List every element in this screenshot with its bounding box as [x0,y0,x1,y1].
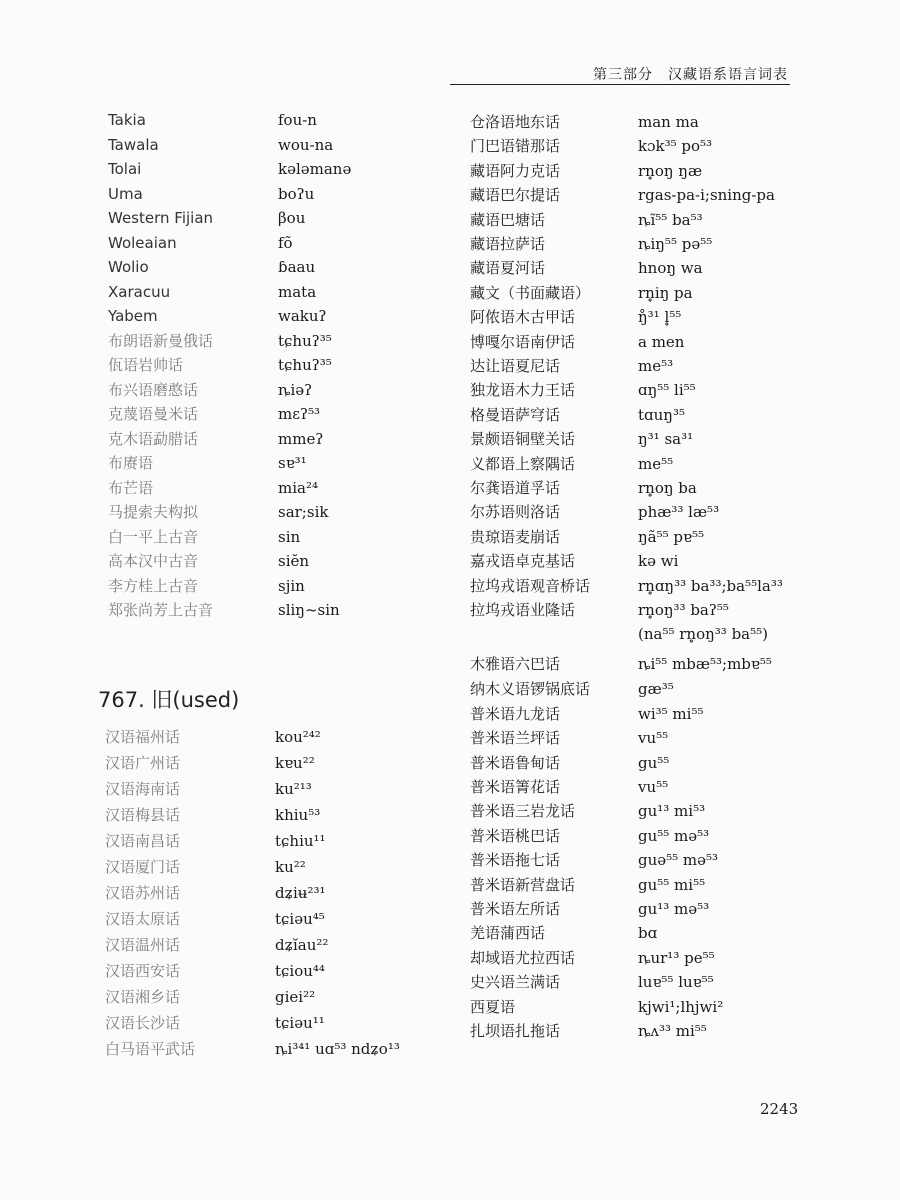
word-form: kə wi [638,552,679,571]
word-form: ȵiəʔ [278,380,313,399]
word-form: me⁵³ [638,357,674,375]
word-form: gæ³⁵ [638,680,674,699]
word-form: ȵʌ³³ mi⁵⁵ [638,1022,707,1040]
word-form: wou-na [278,135,334,154]
language-name: Woleaian [108,233,177,252]
language-name: 汉语梅县话 [105,806,181,824]
word-form: tɕhiu¹¹ [275,832,326,850]
word-form: gu¹³ mə⁵³ [638,900,710,918]
language-name: 格曼语萨穹话 [470,405,561,424]
language-name: 普米语左所话 [470,900,561,918]
language-name: 藏语巴尔提话 [470,186,561,205]
word-form: ŋã⁵⁵ pɐ⁵⁵ [638,527,704,546]
language-name: 藏语拉萨话 [470,235,546,253]
language-name: 汉语厦门话 [105,858,181,876]
language-name: 贵琼语麦崩话 [470,527,561,546]
language-name: 门巴语错那话 [470,137,561,156]
language-name: 博嘎尔语南伊话 [470,332,576,351]
language-name: 布兴语磨憨话 [108,380,199,399]
language-name: Takia [108,111,146,129]
language-name: 羌语蒲西话 [470,924,546,943]
word-form: giei²² [275,988,316,1006]
word-form: guə⁵⁵ mə⁵³ [638,851,719,870]
word-form: tɕiou⁴⁴ [275,962,325,980]
word-form: tɕiəu¹¹ [275,1014,325,1032]
word-form: ɑŋ⁵⁵ li⁵⁵ [638,381,696,400]
word-form: hnoŋ wa [638,259,703,278]
word-form: me⁵⁵ [638,454,674,473]
language-name: Uma [108,184,143,203]
language-name: 汉语海南话 [105,780,181,798]
running-header [450,62,790,85]
language-name: 汉语苏州话 [105,884,181,902]
word-form: tɑuŋ³⁵ [638,405,685,424]
section-heading: 767. 旧(used) [98,688,240,712]
word-form: (na⁵⁵ rn̥oŋ³³ ba⁵⁵) [638,625,768,644]
language-name: 克蔑语曼米话 [108,405,199,423]
language-name: 藏语阿力克话 [470,161,561,180]
word-form: mia²⁴ [278,478,318,497]
word-form: ku²¹³ [275,780,312,798]
word-form: rn̥iŋ pa [638,283,693,302]
word-form: wi³⁵ mi⁵⁵ [638,704,704,723]
language-name: 普米语鲁甸话 [470,753,561,772]
language-name: 汉语南昌话 [105,832,181,850]
word-form: dʑiʉ²³¹ [275,884,326,902]
language-name: 布芒语 [108,478,154,497]
language-name: 仓洛语地东话 [470,113,561,131]
language-name: 普米语桃巴话 [470,826,561,845]
word-form: rn̥oŋ ŋæ [638,161,703,180]
word-form: phæ³³ læ⁵³ [638,503,720,522]
language-name: 扎坝语扎拖话 [470,1022,561,1040]
word-form: ȵĩ⁵⁵ ba⁵³ [638,210,703,229]
word-form: sjin [278,576,305,595]
word-form: khiu⁵³ [275,806,321,824]
language-name: 纳木义语锣锅底话 [470,680,591,699]
language-name: 藏语巴塘话 [470,210,546,229]
word-form: ku²² [275,858,306,876]
language-name: 佤语岩帅话 [108,356,184,374]
language-name: 拉坞戎语观音桥话 [470,576,591,595]
word-form: vu⁵⁵ [638,778,669,796]
language-name: 史兴语兰满话 [470,973,561,992]
language-name: 普米语拖七话 [470,851,561,870]
word-form: ȵiŋ⁵⁵ pə⁵⁵ [638,235,713,253]
word-form: kjwi¹;lhjwi² [638,997,724,1016]
language-name: Xaracuu [108,282,171,301]
language-name: Tolai [108,160,142,178]
language-name: 藏语夏河话 [470,259,546,278]
word-form: sɐ³¹ [278,454,307,472]
word-form: tɕiəu⁴⁵ [275,910,325,928]
header-title: 第三部分 汉藏语系语言词表 [593,67,788,83]
word-form: kɐu²² [275,754,315,772]
word-form: bɑ [638,924,658,943]
language-name: 义都语上察隅话 [470,454,576,473]
word-form: gu⁵⁵ mə⁵³ [638,826,710,845]
language-name: 汉语长沙话 [105,1014,181,1032]
language-name: 李方桂上古音 [108,576,199,595]
word-form: rgas-pa-i;sning-pa [638,186,775,205]
language-name: 白马语平武话 [105,1040,196,1058]
word-form: mata [278,282,317,301]
word-form: fou-n [278,111,317,129]
word-form: a men [638,332,685,351]
word-form: man ma [638,113,699,131]
language-name: 布赓语 [108,454,154,472]
word-form: rn̥ɑŋ³³ ba³³;ba⁵⁵la³³ [638,576,783,595]
language-name: 嘉戎语卓克基话 [470,552,576,571]
word-form: sin [278,527,301,546]
word-form: boʔu [278,184,315,203]
word-form: ŋ³¹ sa³¹ [638,430,694,449]
language-name: 却域语尤拉西话 [470,948,576,967]
language-name: 拉坞戎语业隆话 [470,601,576,619]
word-form: βou [278,209,306,227]
word-form: ȵur¹³ pe⁵⁵ [638,948,715,967]
word-form: ȵi⁵⁵ mbæ⁵³;mbɐ⁵⁵ [638,654,772,673]
language-name: 普米语三岩龙话 [470,802,576,821]
word-form: mɛʔ⁵³ [278,405,321,423]
word-form: luɐ⁵⁵ luɐ⁵⁵ [638,973,714,992]
language-name: 普米语新营盘话 [470,875,576,894]
language-name: 西夏语 [470,997,516,1016]
language-name: 阿侬语木古甲话 [470,308,576,327]
language-name: 马提索夫构拟 [108,503,199,521]
page-number: 2243 [760,1100,799,1118]
language-name: 达让语夏尼话 [470,357,561,375]
language-name: Wolio [108,258,149,276]
word-form: vu⁵⁵ [638,729,669,748]
language-name: 普米语箐花话 [470,778,561,796]
word-form: ŋ̊³¹ l̥⁵⁵ [638,308,682,327]
language-name: 汉语福州话 [105,728,181,746]
language-name: Yabem [108,307,158,325]
word-form: tɕhuʔ³⁵ [278,356,332,374]
language-name: 普米语九龙话 [470,704,561,723]
language-name: 白一平上古音 [108,527,199,546]
word-form: kələmanə [278,160,352,178]
word-form: gu⁵⁵ [638,753,670,772]
word-form: kou²⁴² [275,728,321,746]
word-form: dʑĭau²² [275,936,329,954]
language-name: Tawala [108,135,159,154]
language-name: 木雅语六巴话 [470,654,561,673]
language-name: 尔苏语则洛话 [470,503,561,522]
word-form: ȵi³⁴¹ uɑ⁵³ ndʑo¹³ [275,1040,400,1058]
language-name: 汉语西安话 [105,962,181,980]
word-form: gu⁵⁵ mi⁵⁵ [638,875,706,894]
word-form: mmeʔ [278,429,324,448]
word-form: rn̥oŋ ba [638,479,697,497]
language-name: 汉语温州话 [105,936,181,954]
word-form: kɔk³⁵ po⁵³ [638,137,713,156]
word-form: rn̥oŋ³³ baʔ⁵⁵ [638,601,729,619]
word-form: sar;sik [278,503,329,521]
language-name: 郑张尚芳上古音 [108,601,214,619]
language-name: 尔龚语道孚话 [470,479,561,497]
language-name: 藏文（书面藏语） [470,283,591,302]
word-form: fõ [278,233,293,252]
word-form: tɕhuʔ³⁵ [278,331,332,350]
language-name: Western Fijian [108,209,214,227]
word-form: siĕn [278,552,310,570]
language-name: 布朗语新曼俄话 [108,331,214,350]
language-name: 景颇语铜壁关话 [470,430,576,449]
language-name: 普米语兰坪话 [470,729,561,748]
language-name: 高本汉中古音 [108,552,199,570]
word-form: ɓaau [278,258,316,276]
language-name: 汉语湘乡话 [105,988,181,1006]
language-name: 汉语太原话 [105,910,181,928]
word-form: sliŋ~sin [278,601,340,619]
word-form: gu¹³ mi⁵³ [638,802,706,821]
language-name: 汉语广州话 [105,754,181,772]
language-name: 独龙语木力王话 [470,381,576,400]
language-name: 克木语勐腊话 [108,429,199,448]
word-form: wakuʔ [278,307,327,325]
